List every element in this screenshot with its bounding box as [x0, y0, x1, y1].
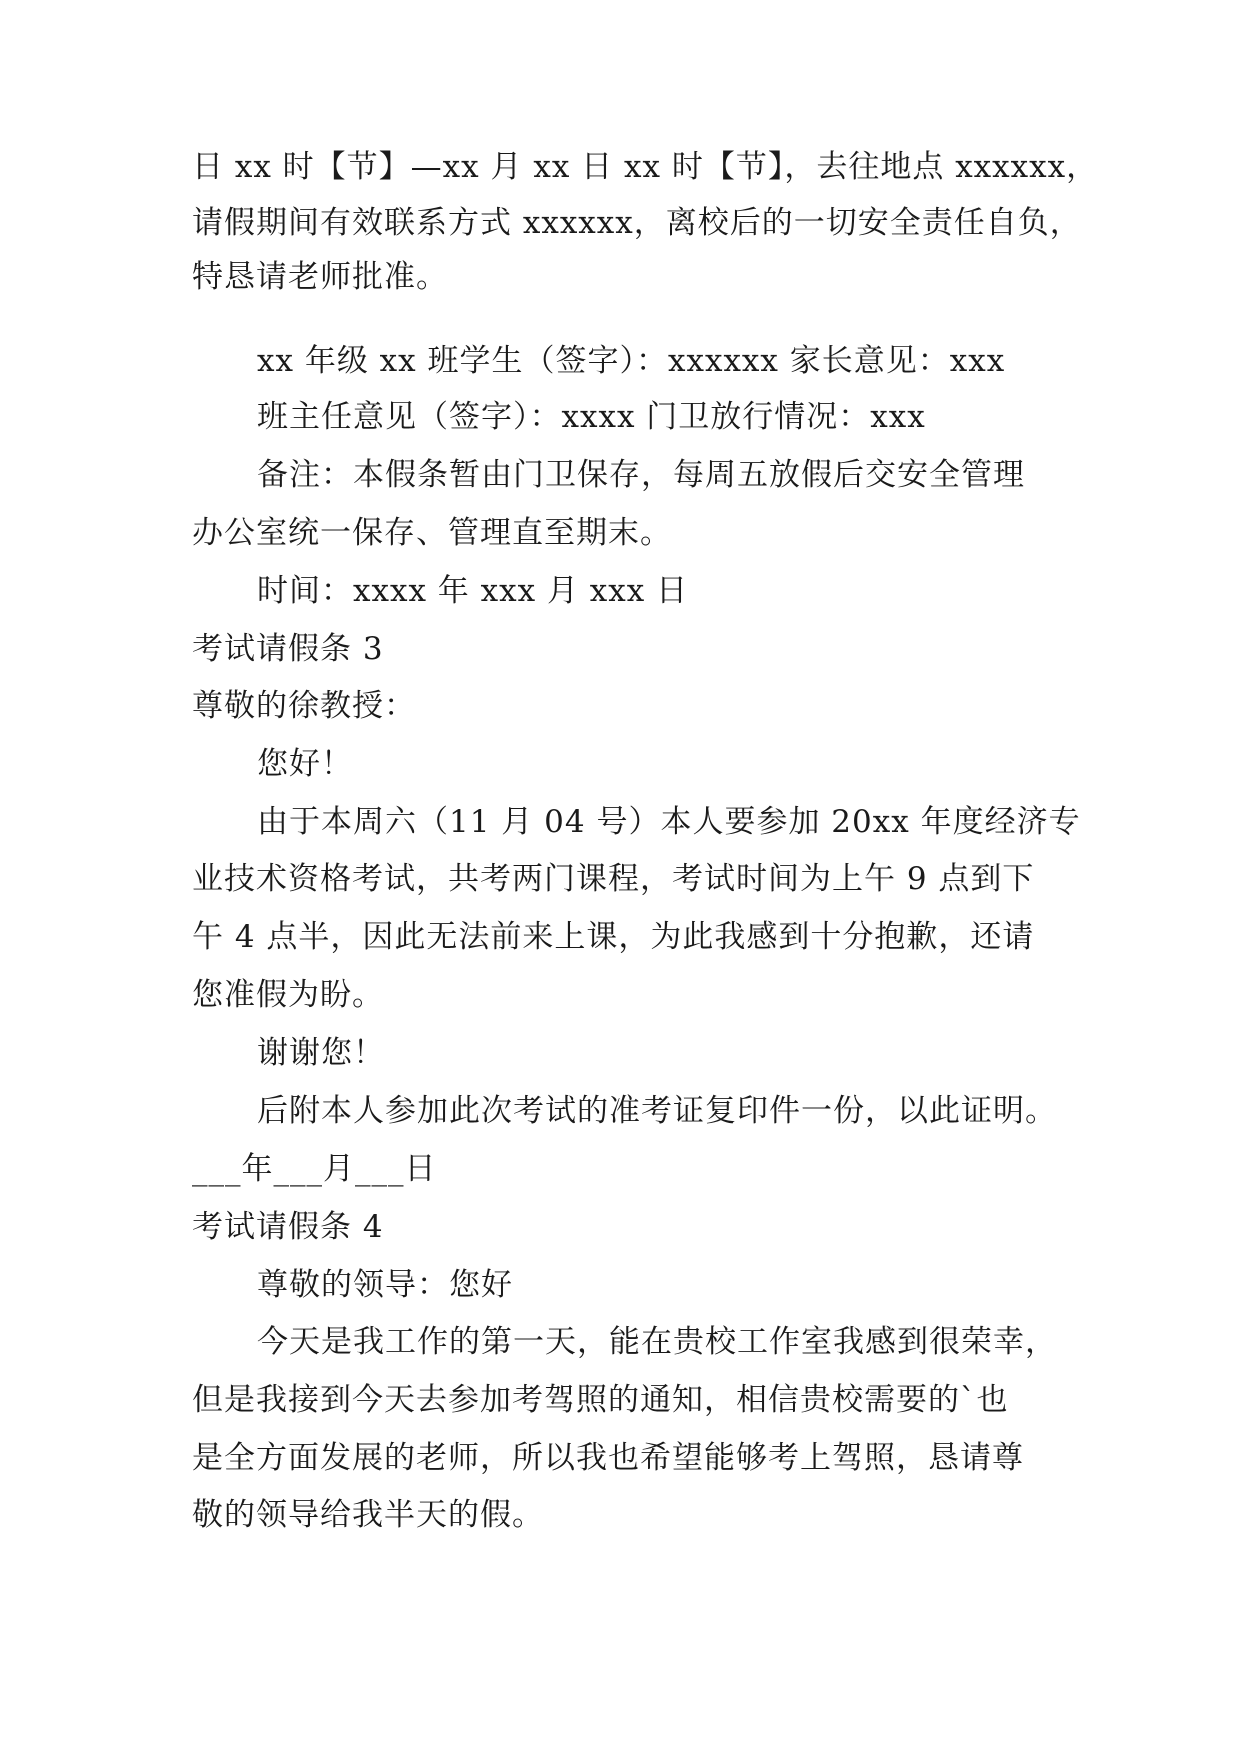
paragraph-line: 今天是我工作的第一天，能在贵校工作室我感到很荣幸， [257, 1324, 1057, 1360]
paragraph-line: 日 xx 时【节】—xx 月 xx 日 xx 时【节】，去往地点 xxxxxx， [192, 149, 1099, 185]
paragraph-line: 后附本人参加此次考试的准考证复印件一份，以此证明。 [257, 1093, 1057, 1129]
paragraph-line: 班主任意见（签字）：xxxx 门卫放行情况：xxx [257, 399, 926, 435]
salutation: 尊敬的领导：您好 [257, 1267, 513, 1303]
paragraph-line: 午 4 点半，因此无法前来上课，为此我感到十分抱歉，还请 [192, 919, 1035, 955]
paragraph-line: 是全方面发展的老师，所以我也希望能够考上驾照，恳请尊 [192, 1440, 1024, 1476]
salutation: 尊敬的徐教授： [192, 688, 416, 724]
paragraph-line: 时间：xxxx 年 xxx 月 xxx 日 [257, 573, 689, 609]
date-line: ___年___月___日 [192, 1151, 437, 1187]
section-heading: 考试请假条 4 [192, 1209, 384, 1245]
paragraph-line: 特恳请老师批准。 [192, 259, 448, 295]
paragraph-line: xx 年级 xx 班学生（签字）：xxxxxx 家长意见：xxx [257, 343, 1006, 379]
paragraph-line: 但是我接到今天去参加考驾照的通知，相信贵校需要的`也 [192, 1382, 1009, 1418]
paragraph-line: 备注：本假条暂由门卫保存，每周五放假后交安全管理 [257, 457, 1025, 493]
section-heading: 考试请假条 3 [192, 631, 384, 667]
paragraph-line: 由于本周六（11 月 04 号）本人要参加 20xx 年度经济专 [257, 804, 1081, 840]
paragraph-line: 您准假为盼。 [192, 977, 384, 1013]
greeting: 您好！ [257, 746, 353, 782]
paragraph-line: 办公室统一保存、管理直至期末。 [192, 515, 672, 551]
paragraph-line: 业技术资格考试，共考两门课程，考试时间为上午 9 点到下 [192, 861, 1035, 897]
paragraph-line: 谢谢您！ [257, 1035, 385, 1071]
paragraph-line: 请假期间有效联系方式 xxxxxx，离校后的一切安全责任自负， [192, 205, 1082, 241]
paragraph-line: 敬的领导给我半天的假。 [192, 1497, 544, 1533]
